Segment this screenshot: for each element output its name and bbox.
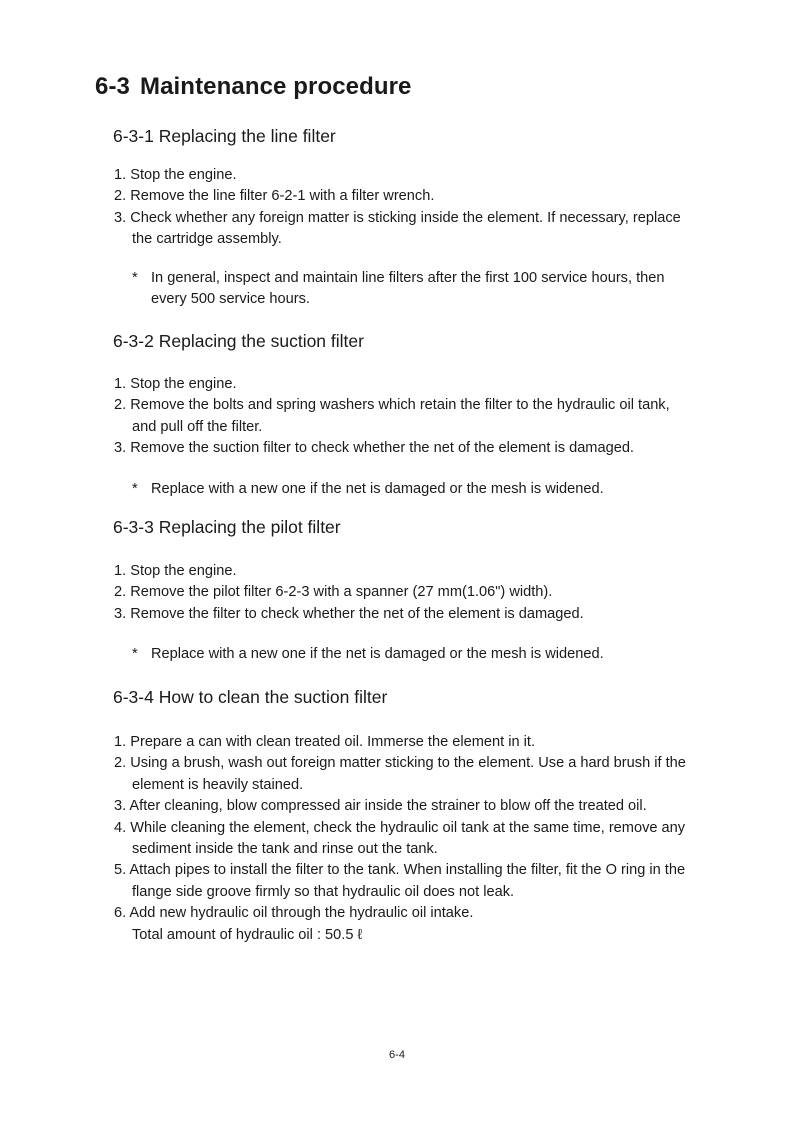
note: * Replace with a new one if the net is damaged or the mesh is widened. [132, 479, 604, 500]
list-item: 1. Stop the engine. [114, 167, 237, 183]
asterisk-icon: * [132, 646, 138, 662]
list-item: 3. Check whether any foreign matter is sticking inside the element. If necessary, replace the cartridge assembly. [114, 209, 681, 248]
asterisk-icon: * [132, 270, 138, 286]
list-item: 2. Remove the line filter 6-2-1 with a filter wrench. [114, 188, 435, 205]
list-item: 6. Add new hydraulic oil through the hydraulic oil intake. Total amount of hydraulic oil : 50.5 ℓ [114, 905, 474, 943]
note: * In general, inspect and maintain line filters after the first 100 service hours, then every 500 service hours. [132, 270, 665, 308]
list-item: 2. Remove the pilot filter 6-2-3 with a spanner (27 mm(1.06") width). [114, 584, 553, 601]
section-6-3-4-steps [114, 732, 686, 946]
list-item: 5. Attach pipes to install the filter to the tank. When installing the filter, fit the O ring in the flange side groove firmly so that hydraulic oil does not leak. [114, 862, 686, 900]
list-item: 2. Remove the bolts and spring washers which retain the filter to the hydraulic oil tank, and pull off the filter. [114, 397, 670, 435]
section-6-3-2-steps [114, 374, 670, 460]
section-heading-6-3-3: 6-3-3 Replacing the pilot filter [113, 517, 341, 537]
list-item: 2. Using a brush, wash out foreign matter sticking to the element. Use a hard brush if the element is heavily stained. [114, 755, 686, 793]
section-heading-6-3-1: 6-3-1 Replacing the line filter [113, 126, 336, 146]
title-number: 6-3 [95, 73, 130, 100]
list-item: 1. Stop the engine. [114, 376, 237, 392]
list-item: 1. Stop the engine. [114, 563, 237, 579]
list-item: 3. Remove the suction filter to check whether the net of the element is damaged. [114, 440, 634, 457]
list-item: 3. After cleaning, blow compressed air inside the strainer to blow off the treated oil. [114, 798, 647, 815]
section-6-3-1-steps [114, 165, 681, 251]
asterisk-icon: * [132, 481, 138, 497]
note: * Replace with a new one if the net is damaged or the mesh is widened. [132, 644, 604, 665]
list-item: 3. Remove the filter to check whether the net of the element is damaged. [114, 605, 584, 622]
list-item: 4. While cleaning the element, check the hydraulic oil tank at the same time, remove any sediment inside the tank and rinse out the tank. [114, 819, 686, 858]
title-text: Maintenance procedure [140, 73, 412, 100]
section-6-3-3-steps [114, 561, 584, 625]
page-title [95, 71, 412, 103]
list-item: 1. Prepare a can with clean treated oil. Immerse the element in it. [114, 734, 535, 750]
page-number: 6-4 [389, 1049, 405, 1061]
section-heading-6-3-4: 6-3-4 How to clean the suction filter [113, 687, 388, 707]
section-heading-6-3-2: 6-3-2 Replacing the suction filter [113, 331, 364, 351]
